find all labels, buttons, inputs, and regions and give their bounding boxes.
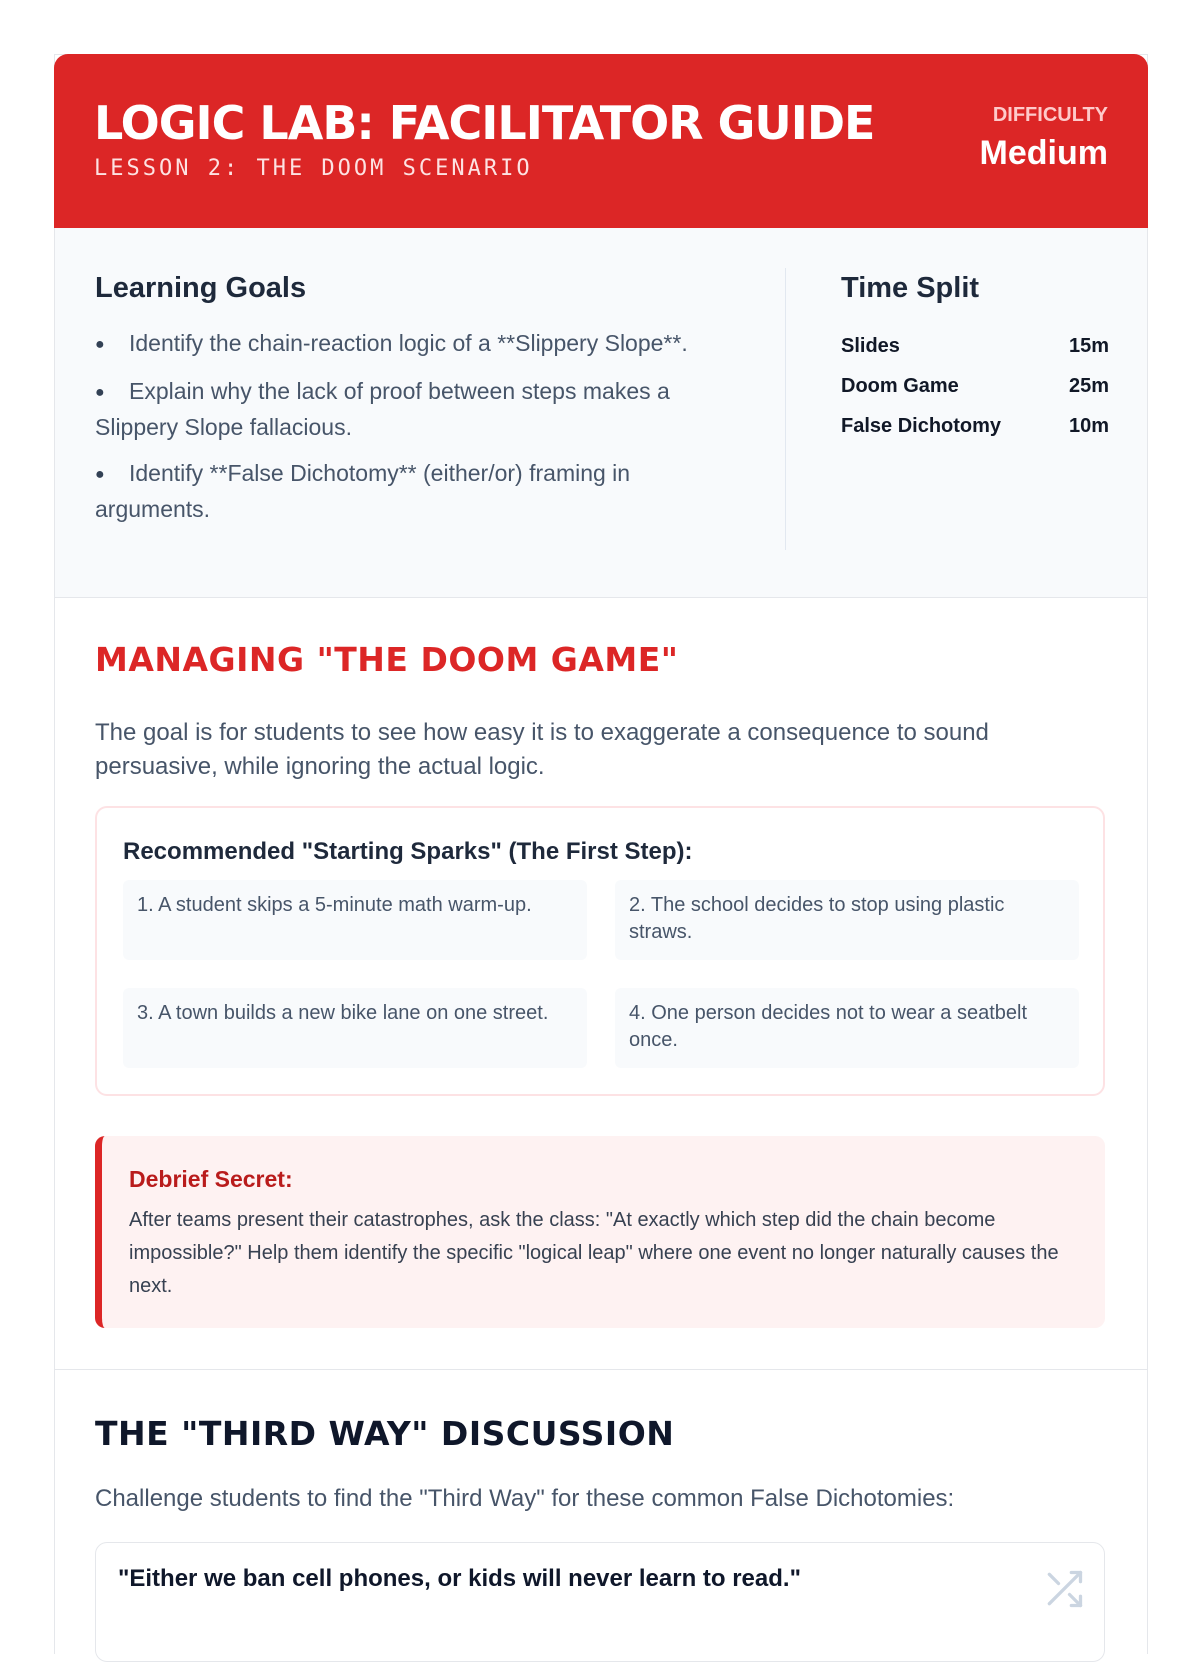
time-split xyxy=(841,268,1109,446)
vertical-divider xyxy=(785,268,786,550)
debrief-secret-callout xyxy=(95,1136,1105,1328)
list-item: ● Explain why the lack of proof between steps makes a Slippery Slope fallacious. xyxy=(95,378,670,440)
learning-goals-list xyxy=(95,326,735,526)
overview-panel xyxy=(55,228,1147,598)
section-title: THE "THIRD WAY" DISCUSSION xyxy=(95,1414,675,1453)
page-title: LOGIC LAB: FACILITATOR GUIDE xyxy=(94,96,875,150)
spark-item: 1. A student skips a 5-minute math warm-up. xyxy=(123,880,587,960)
list-item: ● Identify the chain-reaction logic of a **Slippery Slope**. xyxy=(95,326,735,362)
learning-goals-title: Learning Goals xyxy=(95,272,307,304)
bullet-icon: ● xyxy=(95,384,105,401)
lesson-subtitle: LESSON 2: THE DOOM SCENARIO xyxy=(94,156,533,181)
starting-sparks-title: Recommended "Starting Sparks" (The First Step): xyxy=(123,838,693,865)
debrief-secret-title: Debrief Secret: xyxy=(129,1166,293,1192)
spark-item: 4. One person decides not to wear a seatbelt once. xyxy=(615,988,1079,1068)
section-intro: Challenge students to find the "Third Way" for these common False Dichotomies: xyxy=(95,1485,955,1512)
difficulty-label: DIFFICULTY xyxy=(992,104,1108,126)
facilitator-guide xyxy=(54,54,1148,1654)
spark-item: 2. The school decides to stop using plastic straws. xyxy=(615,880,1079,960)
dichotomy-quote: "Either we ban cell phones, or kids will never learn to read." xyxy=(118,1565,801,1592)
doom-game-section xyxy=(55,598,1147,1370)
debrief-secret-text: After teams present their catastrophes, ask the class: "At exactly which step did the chain become impossible?" Help them identify the specific "logical leap" where one event no longer naturally causes the next. xyxy=(129,1209,1059,1297)
section-intro: The goal is for students to see how easy it is to exaggerate a consequence to sound persuasive, while ignoring the actual logic. xyxy=(95,719,989,780)
bullet-icon: ● xyxy=(95,466,105,483)
guide-header xyxy=(54,54,1148,228)
spark-item: 3. A town builds a new bike lane on one street. xyxy=(123,988,587,1068)
starting-sparks-card xyxy=(95,806,1105,1096)
time-split-row: False Dichotomy 10m xyxy=(841,414,1109,437)
learning-goals xyxy=(95,268,735,538)
time-split-row: Slides 15m xyxy=(841,334,1109,357)
time-split-row: Doom Game 25m xyxy=(841,374,1109,397)
difficulty-value: Medium xyxy=(979,134,1108,172)
section-title: MANAGING "THE DOOM GAME" xyxy=(95,640,679,679)
time-split-title: Time Split xyxy=(841,272,980,304)
shuffle-icon xyxy=(1042,1567,1086,1611)
list-item: ● Identify **False Dichotomy** (either/or) framing in arguments. xyxy=(95,460,631,522)
bullet-icon: ● xyxy=(95,336,105,353)
third-way-section xyxy=(55,1370,1147,1670)
dichotomy-card xyxy=(95,1542,1105,1662)
